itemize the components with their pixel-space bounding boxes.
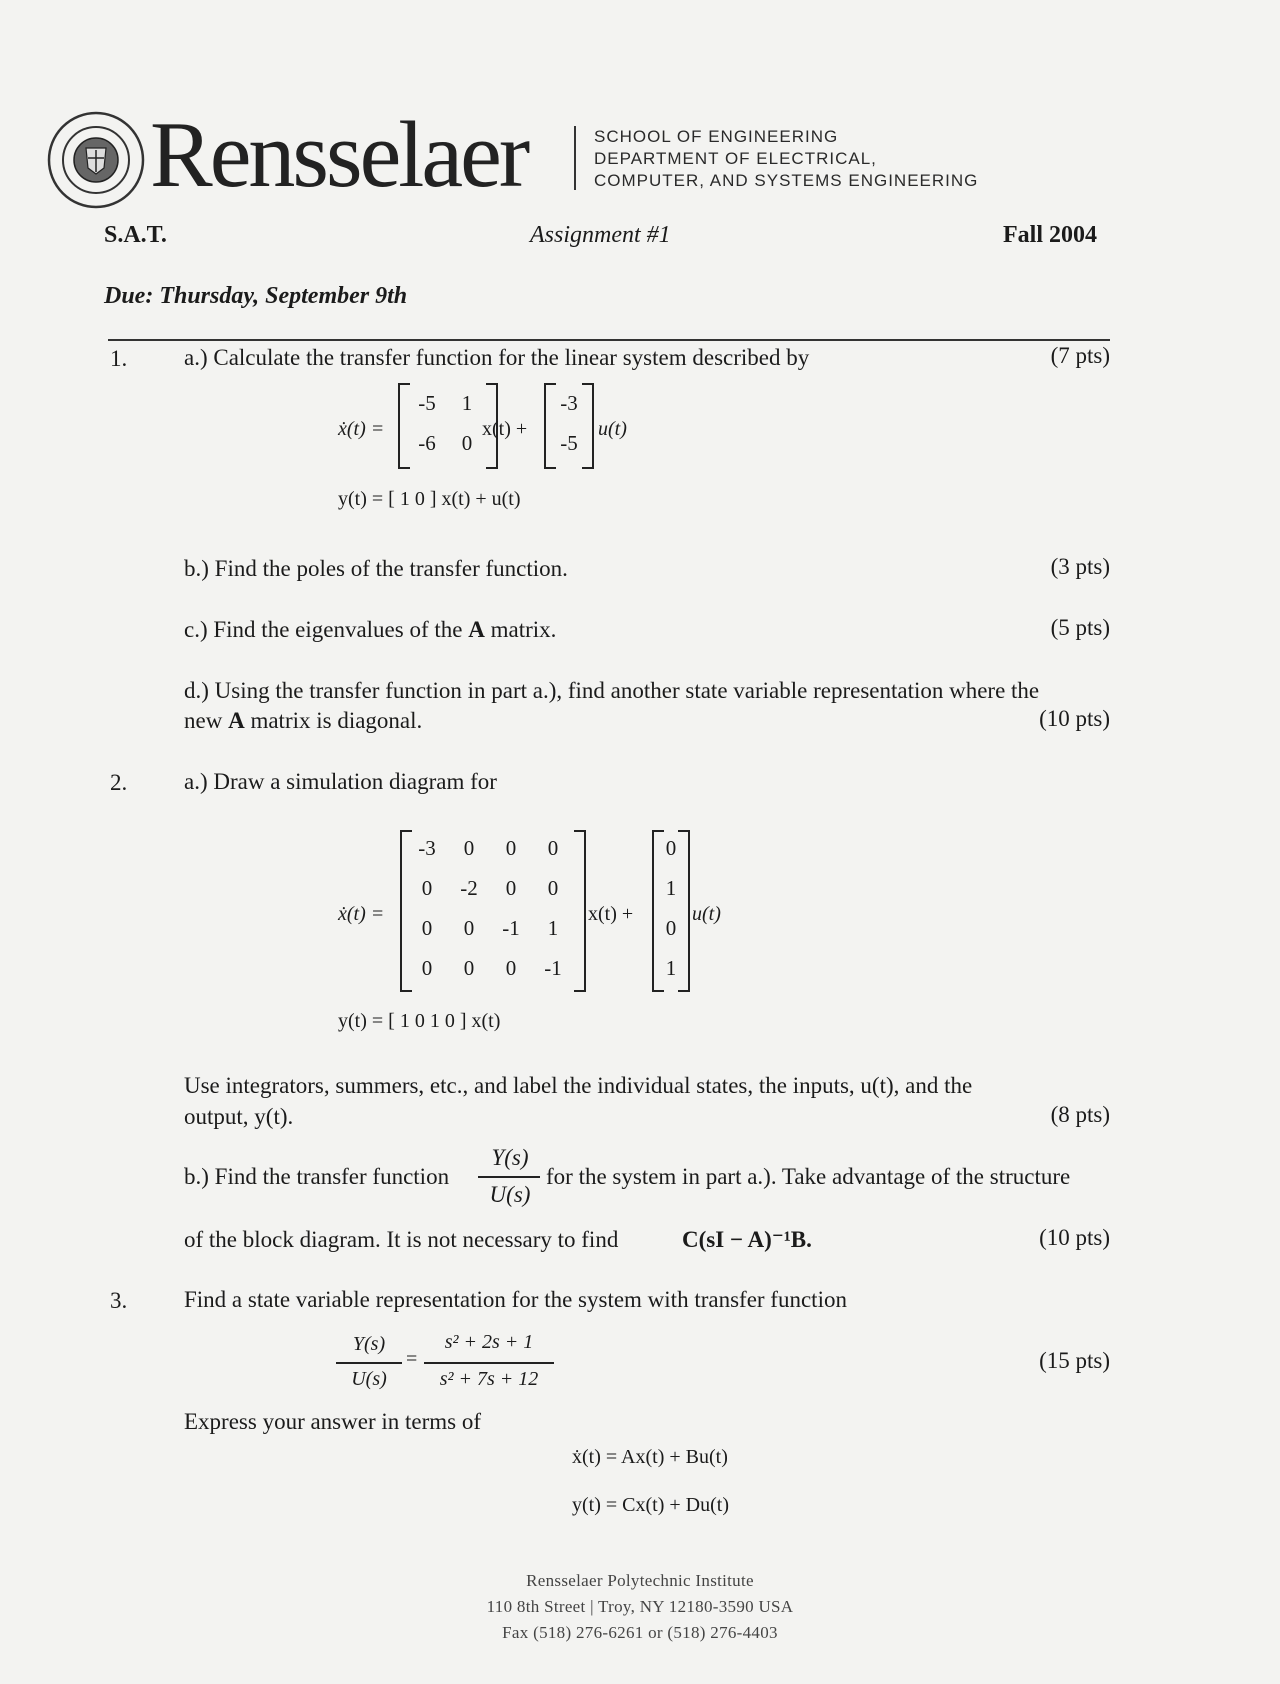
q2-u: u(t) xyxy=(692,903,721,925)
q1d-line2-bold: A xyxy=(228,708,245,733)
q1-u: u(t) xyxy=(598,418,627,440)
footer-line-2: 110 8th Street | Troy, NY 12180-3590 USA xyxy=(486,1597,794,1616)
q2-a-34: 1 xyxy=(547,916,559,940)
letterhead-divider xyxy=(574,126,576,190)
q2-use-line2: output, y(t). xyxy=(184,1104,294,1129)
q2-use-points: (8 pts) xyxy=(1050,1102,1110,1127)
q1-b-2: -5 xyxy=(560,431,578,455)
q1-state-lhs: ẋ(t) = xyxy=(338,418,385,440)
dept-line-3: COMPUTER, AND SYSTEMS ENGINEERING xyxy=(594,171,979,190)
q2-a-21: 0 xyxy=(421,876,433,900)
q2-b-4: 1 xyxy=(665,956,677,980)
q3-number: 3. xyxy=(110,1288,128,1313)
q1d-points: (10 pts) xyxy=(1039,706,1110,731)
q2-a-31: 0 xyxy=(421,916,433,940)
q2b-expression: C(sI − A)⁻¹B. xyxy=(682,1227,812,1252)
q2-a-11: -3 xyxy=(418,836,436,860)
q2-a-23: 0 xyxy=(505,876,517,900)
q1c-text-post: matrix. xyxy=(484,617,557,642)
q2-state-lhs: ẋ(t) = xyxy=(338,903,385,925)
q1-a-11: -5 xyxy=(418,391,436,415)
q2b-frac-den: U(s) xyxy=(489,1182,531,1207)
q3-points: (15 pts) xyxy=(1039,1348,1110,1373)
q1c-text-bold: A xyxy=(468,617,485,642)
q1-a-21: -6 xyxy=(418,431,436,455)
q1-output-equation: y(t) = [ 1 0 ] x(t) + u(t) xyxy=(338,488,521,510)
q3-lhs-num: Y(s) xyxy=(352,1333,386,1355)
q2-a-43: 0 xyxy=(505,956,517,980)
q1c-points: (5 pts) xyxy=(1050,615,1110,640)
q2-a-22: -2 xyxy=(460,876,478,900)
institute-seal xyxy=(46,110,146,210)
q3-lhs-bar xyxy=(336,1362,402,1364)
q3-output-equation: y(t) = Cx(t) + Du(t) xyxy=(572,1494,729,1516)
q2b-line2-pre: of the block diagram. It is not necessary to find xyxy=(184,1227,619,1252)
q2b-pre: b.) Find the transfer function xyxy=(184,1164,450,1189)
q3-rhs-den: s² + 7s + 12 xyxy=(439,1368,539,1390)
q1-number: 1. xyxy=(110,346,128,371)
q2-x-plus: x(t) + xyxy=(588,903,634,925)
q2-a-13: 0 xyxy=(505,836,517,860)
q2-a-44: -1 xyxy=(544,956,562,980)
dept-line-2: DEPARTMENT OF ELECTRICAL, xyxy=(594,149,877,168)
footer-line-3: Fax (518) 276-6261 or (518) 276-4403 xyxy=(502,1623,778,1642)
q2b-post: for the system in part a.). Take advantage of the structure xyxy=(546,1164,1071,1189)
q1d-line2-pre: new xyxy=(184,708,229,733)
q2-a-12: 0 xyxy=(463,836,475,860)
q3-lhs-den: U(s) xyxy=(351,1368,387,1390)
q2-b-matrix xyxy=(652,830,690,992)
q2-a-matrix xyxy=(400,830,586,992)
q3-state-equation: ẋ(t) = Ax(t) + Bu(t) xyxy=(572,1446,728,1468)
q1b-text: b.) Find the poles of the transfer function. xyxy=(184,556,568,581)
q2-a-24: 0 xyxy=(547,876,559,900)
q2-b-2: 1 xyxy=(665,876,677,900)
q1d-line2-post: matrix is diagonal. xyxy=(244,708,423,733)
q1-x-plus: x(t) + xyxy=(482,418,528,440)
q2-output-equation: y(t) = [ 1 0 1 0 ] x(t) xyxy=(338,1010,501,1032)
department-block xyxy=(594,126,978,192)
q2-a-33: -1 xyxy=(502,916,520,940)
assignment-title: Assignment #1 xyxy=(530,222,671,248)
footer-line-1: Rensselaer Polytechnic Institute xyxy=(526,1571,754,1590)
q2-a-42: 0 xyxy=(463,956,475,980)
footer xyxy=(0,1568,1280,1646)
q3-rhs-bar xyxy=(424,1362,554,1364)
q1-a-22: 0 xyxy=(461,431,473,455)
q1d-line1: d.) Using the transfer function in part a.), find another state variable representation where the xyxy=(184,678,1040,703)
q3-rhs-num: s² + 2s + 1 xyxy=(444,1331,534,1353)
course-code: S.A.T. xyxy=(104,222,167,248)
q2-b-3: 0 xyxy=(665,916,677,940)
rensselaer-wordmark: Rensselaer xyxy=(150,103,528,207)
q2-a-32: 0 xyxy=(463,916,475,940)
dept-line-1: SCHOOL OF ENGINEERING xyxy=(594,127,839,146)
q2-use-line1: Use integrators, summers, etc., and label the individual states, the inputs, u(t), and the xyxy=(184,1073,973,1098)
q2-a-41: 0 xyxy=(421,956,433,980)
q1-b-1: -3 xyxy=(560,391,578,415)
q3-express: Express your answer in terms of xyxy=(184,1409,482,1434)
q2a-text: a.) Draw a simulation diagram for xyxy=(184,769,497,794)
q2b-points: (10 pts) xyxy=(1039,1225,1110,1250)
q1a-points: (7 pts) xyxy=(1050,343,1110,368)
q1a-text: a.) Calculate the transfer function for the linear system described by xyxy=(184,345,810,370)
q1-a-12: 1 xyxy=(461,391,473,415)
q2b-frac-bar xyxy=(478,1176,540,1178)
q2-b-1: 0 xyxy=(665,836,677,860)
q1-b-matrix xyxy=(544,383,594,469)
due-date: Due: Thursday, September 9th xyxy=(104,283,408,309)
term: Fall 2004 xyxy=(1003,222,1097,248)
q1b-points: (3 pts) xyxy=(1050,554,1110,579)
q1c-text xyxy=(184,615,556,645)
q3-text: Find a state variable representation for the system with transfer function xyxy=(184,1287,847,1312)
q3-equals: = xyxy=(406,1348,418,1370)
header-rule xyxy=(108,339,1110,341)
q1d-line2 xyxy=(184,706,422,736)
q2b-frac-num: Y(s) xyxy=(491,1145,529,1170)
q1c-text-pre: c.) Find the eigenvalues of the xyxy=(184,617,469,642)
q2-a-14: 0 xyxy=(547,836,559,860)
q2-number: 2. xyxy=(110,770,128,795)
